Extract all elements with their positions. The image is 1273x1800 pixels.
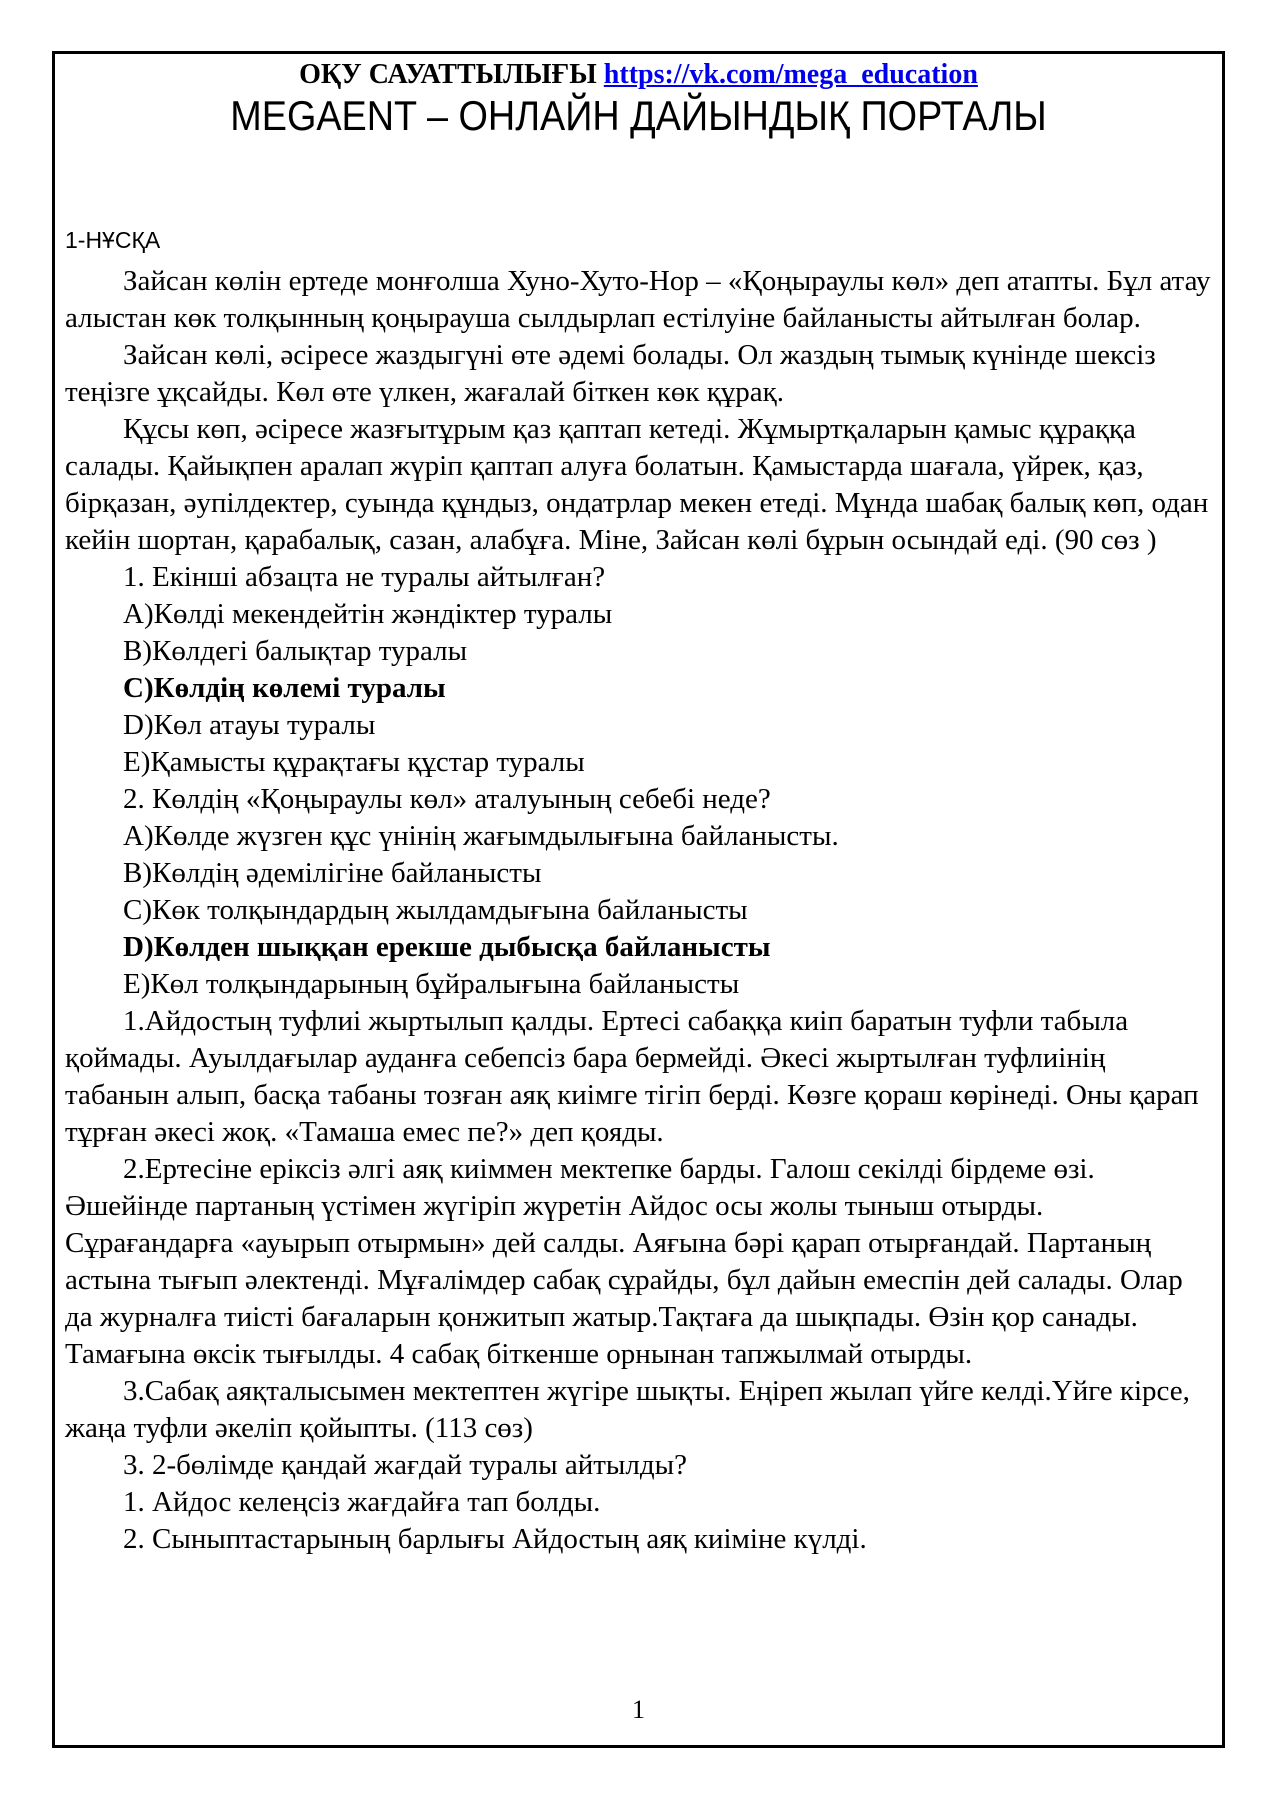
answer-option: D)Көлден шыққан ерекше дыбысқа байланысты xyxy=(123,931,771,963)
page-title: MEGAENT – ОНЛАЙН ДАЙЫНДЫҚ ПОРТАЛЫ xyxy=(230,92,1047,139)
text-paragraph: 1.Айдостың туфлиі жыртылып қалды. Ертесі сабаққа киіп баратын туфли табыла қоймады. Ауылдағылар ауданға себепсіз бара бермейді. Әкесі жыртылған туфлиінің табанын алып, басқа табаны тозған аяқ киімге тігіп берді. Көзге қораш көрінеді. Оны қарап тұрған әкесі жоқ. «Тамаша емес пе?» деп қояды. xyxy=(65,1005,1199,1148)
text-paragraph: 2.Ертесіне еріксіз әлгі аяқ киіммен мектепке барды. Галош секілді бірдеме өзі. Әшейінде партаның үстімен жүгіріп жүретін Айдос осы жолы тыныш отырды. Сұрағандарға «ауырып отырмын» дей салды. Аяғына бәрі қарап отырғандай. Партаның астына тығып әлектенді. Мұғалімдер сабақ сұрайды, бұл дайын емеспін дей салады. Олар да журналға тиісті бағаларын қонжитып жатыр.Тақтаға да шықпады. Өзін қор санады. Тамағына өксік тығылды. 4 сабақ біткенше орнынан тапжылмай отырды. xyxy=(65,1153,1183,1370)
text-paragraph: 3.Сабақ аяқталысымен мектептен жүгіре шықты. Еңіреп жылап үйге келді.Үйге кірсе, жаңа туфли әкеліп қойыпты. (113 сөз) xyxy=(65,1375,1190,1444)
variant-label: 1-НҰСҚА xyxy=(65,227,161,253)
question-line: 1. Екінші абзацта не туралы айтылған? xyxy=(123,561,606,593)
answer-option: 1. Айдос келеңсіз жағдайға тап болды. xyxy=(123,1486,601,1518)
answer-option: А)Көлді мекендейтін жәндіктер туралы xyxy=(123,598,613,630)
header-label: ОҚУ САУАТТЫЛЫҒЫ xyxy=(299,59,597,90)
answer-option: 2. Сыныптастарының барлығы Айдостың аяқ киіміне күлді. xyxy=(123,1523,867,1555)
answer-option: D)Көл атауы туралы xyxy=(123,709,376,741)
page-border xyxy=(52,51,1225,1748)
text-paragraph: Зайсан көлін ертеде монғолша Хуно-Хуто-Нор – «Қоңыраулы көл» деп атапты. Бұл атау алыстан көк толқынның қоңырауша сылдырлап естілуіне байланысты айтылған болар. xyxy=(65,265,1211,334)
question-line: 3. 2-бөлімде қандай жағдай туралы айтылды? xyxy=(123,1449,687,1481)
doc-header xyxy=(65,58,1212,92)
answer-option: В)Көлдің әдемілігіне байланысты xyxy=(123,857,542,889)
text-paragraph: Құсы көп, әсіресе жазғытұрым қаз қаптап кетеді. Жұмыртқаларын қамыс құраққа салады. Қайықпен аралап жүріп қаптап алуға болатын. Қамыстарда шағала, үйрек, қаз, бірқазан, әупілдектер, суында құндыз, ондатрлар мекен етеді. Мұнда шабақ балық көп, одан кейін шортан, қарабалық, сазан, алабұға. Міне, Зайсан көлі бұрын осындай еді. (90 сөз ) xyxy=(65,413,1209,556)
question-line: 2. Көлдің «Қоңыраулы көл» аталуының себебі неде? xyxy=(123,783,771,815)
answer-option: С)Көк толқындардың жылдамдығына байланысты xyxy=(123,894,748,926)
page-number: 1 xyxy=(632,1695,645,1724)
body-text xyxy=(65,263,1212,1558)
text-paragraph: Зайсан көлі, әсіресе жаздыгүні өте әдемі болады. Ол жаздың тымық күнінде шексіз теңізге ұқсайды. Көл өте үлкен, жағалай біткен көк құрақ. xyxy=(65,339,1156,408)
header-spacer xyxy=(597,59,604,90)
answer-option: С)Көлдің көлемі туралы xyxy=(123,672,446,704)
header-link[interactable]: https://vk.com/mega_education xyxy=(603,59,978,90)
answer-option: Е)Көл толқындарының бұйралығына байланысты xyxy=(123,968,740,1000)
answer-option: Е)Қамысты құрақтағы құстар туралы xyxy=(123,746,585,778)
answer-option: А)Көлде жүзген құс үнінің жағымдылығына байланысты. xyxy=(123,820,839,852)
answer-option: В)Көлдегі балықтар туралы xyxy=(123,635,468,667)
